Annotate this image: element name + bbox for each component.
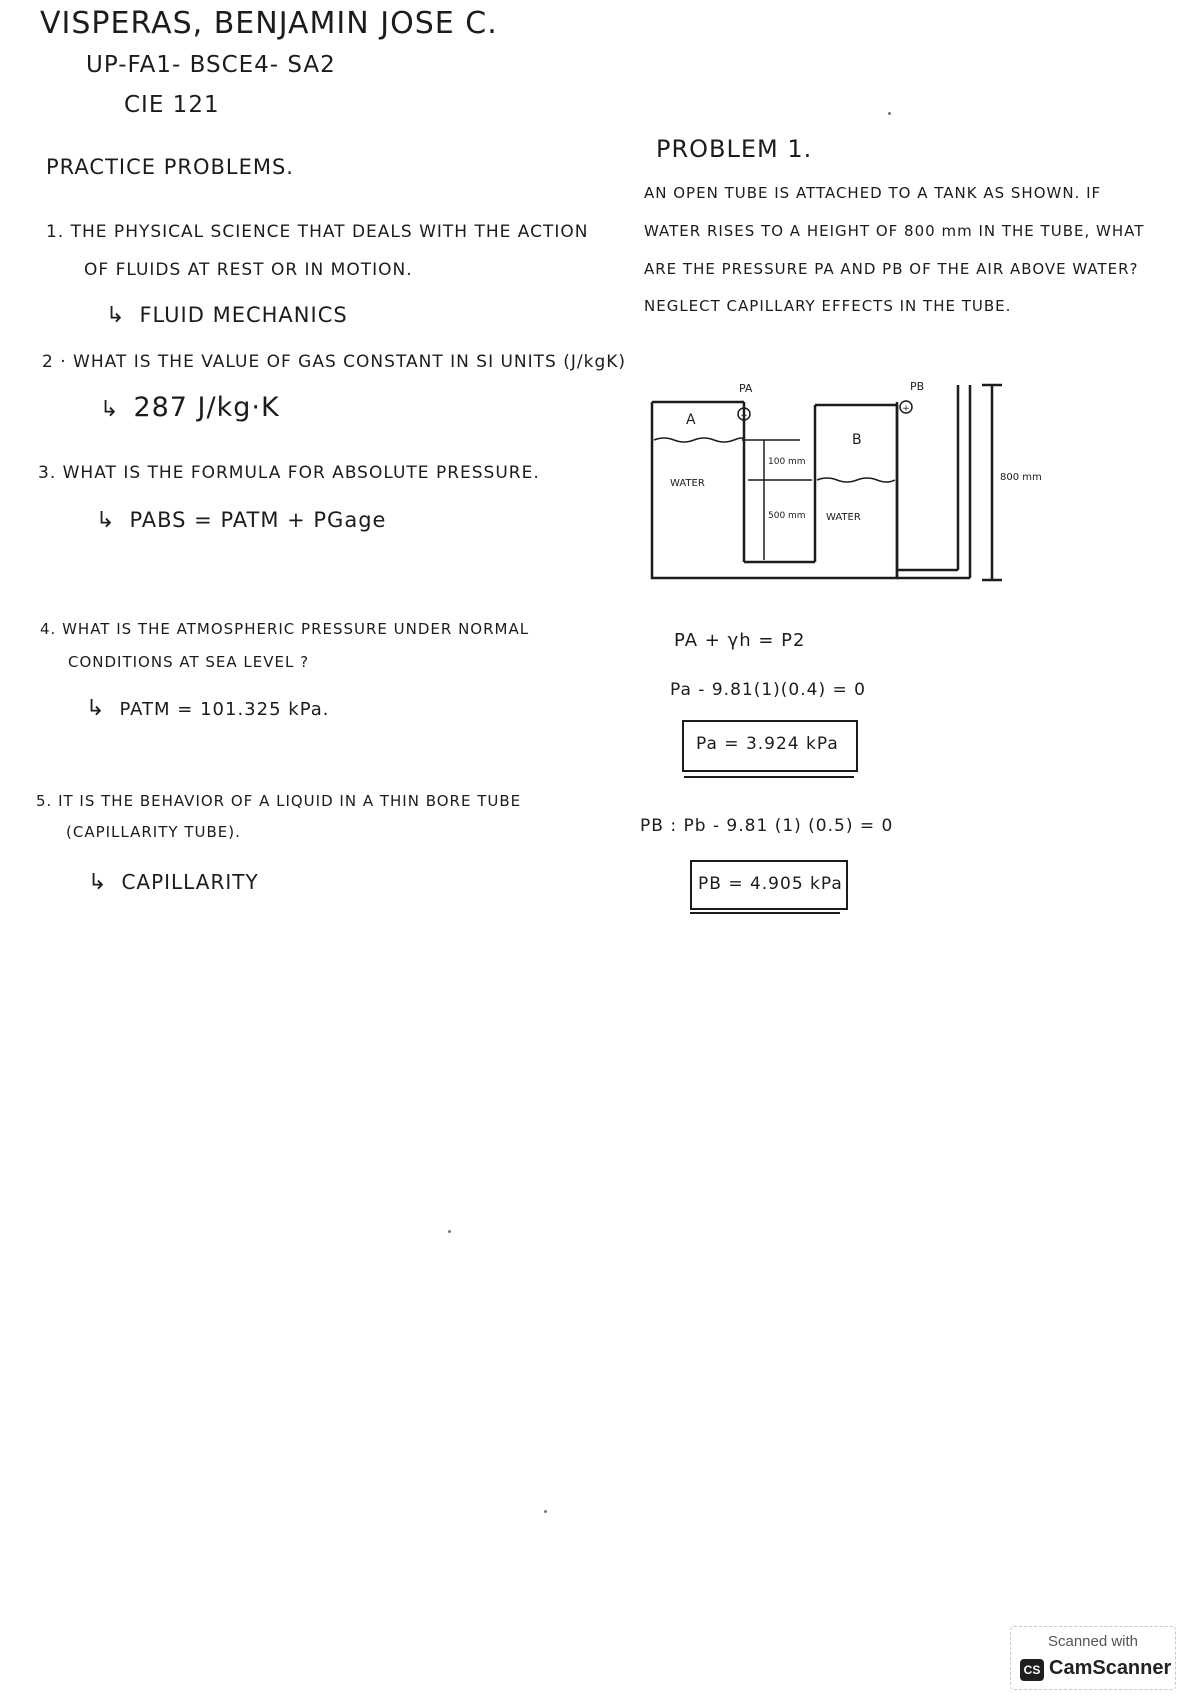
answer-arrow-icon: ↳ bbox=[106, 303, 126, 328]
answer-b-underline bbox=[690, 912, 840, 914]
answer-a-underline bbox=[684, 776, 854, 778]
problem1-title: PROBLEM 1. bbox=[656, 135, 813, 163]
q4-line2: CONDITIONS AT SEA LEVEL ? bbox=[68, 653, 310, 671]
answer-arrow-icon: ↳ bbox=[88, 870, 108, 895]
tank-a-outline bbox=[652, 402, 897, 578]
q3-answer: PABS = PATM + PGage bbox=[129, 508, 387, 532]
student-section: UP-FA1- BSCE4- SA2 bbox=[86, 52, 336, 78]
answer-arrow-icon: ↳ bbox=[86, 696, 106, 721]
camscanner-logo-icon: CS bbox=[1020, 1659, 1044, 1681]
q2-answer: 287 J/kg·K bbox=[133, 392, 280, 423]
student-name: VISPERAS, BENJAMIN JOSE C. bbox=[40, 6, 498, 41]
answer-a: Pa = 3.924 kPa bbox=[696, 734, 839, 754]
q4-answer: PATM = 101.325 kPa. bbox=[119, 699, 330, 720]
solution-eq1: PA + γh = P2 bbox=[674, 630, 806, 651]
watermark-brand: CamScanner bbox=[1049, 1657, 1172, 1679]
label-water-a: WATER bbox=[670, 478, 705, 489]
q1-line1: 1. THE PHYSICAL SCIENCE THAT DEALS WITH THE ACTION bbox=[46, 222, 589, 242]
q5-answer: CAPILLARITY bbox=[121, 870, 259, 894]
label-pb: PB bbox=[910, 380, 925, 393]
label-dim-500: 500 mm bbox=[768, 511, 806, 521]
problem1-text-line3: ARE THE PRESSURE PA AND PB OF THE AIR ABOVE WATER? bbox=[644, 260, 1139, 278]
practice-title: PRACTICE PROBLEMS. bbox=[46, 155, 294, 179]
water-surface-b bbox=[817, 478, 895, 482]
answer-arrow-icon: ↳ bbox=[96, 508, 116, 533]
scan-speck bbox=[544, 1510, 547, 1513]
label-tank-a: A bbox=[686, 412, 696, 428]
q4-line1: 4. WHAT IS THE ATMOSPHERIC PRESSURE UNDER NORMAL bbox=[40, 620, 530, 638]
q5-line1: 5. IT IS THE BEHAVIOR OF A LIQUID IN A THIN BORE TUBE bbox=[36, 792, 522, 810]
scan-speck bbox=[888, 112, 891, 115]
label-tank-b: B bbox=[852, 432, 862, 448]
course-code: CIE 121 bbox=[124, 92, 220, 118]
water-surface-a bbox=[654, 438, 744, 442]
label-water-b: WATER bbox=[826, 512, 861, 523]
scan-speck bbox=[448, 1230, 451, 1233]
problem1-text-line1: AN OPEN TUBE IS ATTACHED TO A TANK AS SHOWN. IF bbox=[644, 184, 1102, 202]
q5-line2: (CAPILLARITY TUBE). bbox=[66, 823, 241, 841]
answer-arrow-icon: ↳ bbox=[100, 397, 120, 422]
label-pa: PA bbox=[739, 382, 753, 395]
gauge-a-marker: + bbox=[740, 411, 748, 421]
solution-eq2: Pa - 9.81(1)(0.4) = 0 bbox=[670, 680, 866, 700]
q3-question: 3. WHAT IS THE FORMULA FOR ABSOLUTE PRESSURE. bbox=[38, 463, 540, 483]
gauge-b-marker: + bbox=[902, 404, 910, 414]
camscanner-watermark bbox=[1010, 1626, 1176, 1690]
solution-eq3: PB : Pb - 9.81 (1) (0.5) = 0 bbox=[640, 816, 894, 836]
label-dim-100: 100 mm bbox=[768, 457, 806, 467]
q1-line2: OF FLUIDS AT REST OR IN MOTION. bbox=[84, 260, 413, 280]
problem1-text-line4: NEGLECT CAPILLARY EFFECTS IN THE TUBE. bbox=[644, 297, 1012, 315]
problem1-text-line2: WATER RISES TO A HEIGHT OF 800 mm IN THE TUBE, WHAT bbox=[644, 222, 1145, 240]
answer-b: PB = 4.905 kPa bbox=[698, 874, 843, 894]
q2-question: 2 · WHAT IS THE VALUE OF GAS CONSTANT IN SI UNITS (J/kgK) bbox=[42, 352, 627, 372]
q1-answer: FLUID MECHANICS bbox=[139, 303, 348, 327]
label-dim-800: 800 mm bbox=[1000, 472, 1042, 483]
watermark-scanned-text: Scanned with bbox=[1047, 1633, 1139, 1650]
